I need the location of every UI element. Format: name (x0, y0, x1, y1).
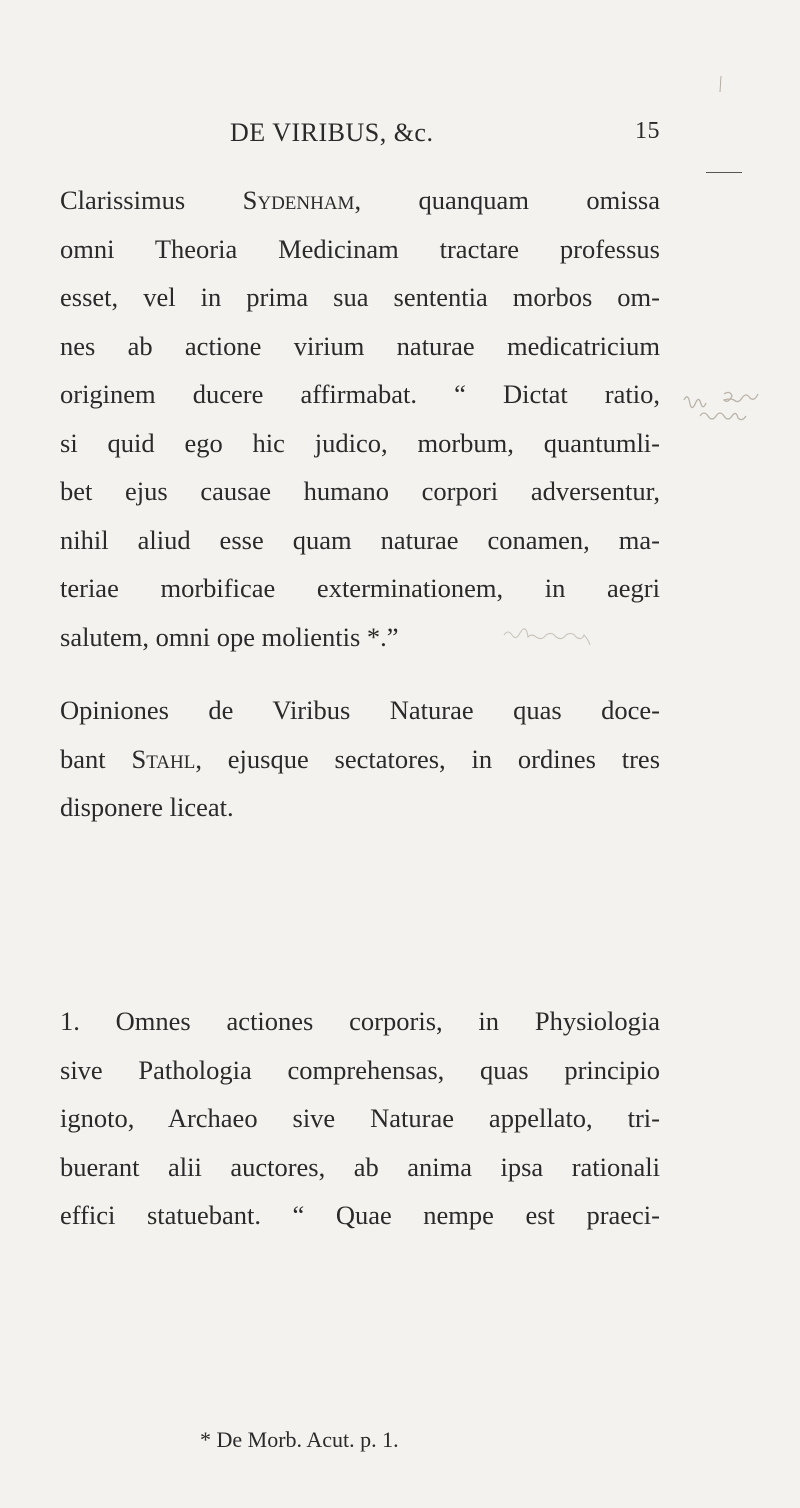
pencil-mark-icon (716, 74, 726, 94)
text-line: nihil aliud esse quam naturae conamen, ma- (60, 524, 660, 555)
page-number: 15 (635, 118, 660, 144)
paragraph-numbered-1 (60, 997, 660, 1240)
text-line: esset, vel in prima sua sententia morbos om- (60, 282, 660, 312)
text-line: teriae morbificae exterminationem, in aegri (60, 573, 660, 603)
author-name: Sydenham (242, 185, 355, 215)
text-line: si quid ego hic judico, morbum, quantumli- (60, 427, 660, 458)
text-line: originem ducere affirmabat. “ Dictat ratio, (60, 379, 660, 409)
text-line: omni Theoria Medicinam tractare professus (60, 233, 660, 264)
author-name: Stahl (131, 743, 196, 774)
text-line: salutem, omni ope molientis *.” (60, 621, 399, 652)
paragraph-sydenham (60, 176, 660, 661)
header-rule (706, 172, 742, 173)
text-line: effici statuebant. “ Quae nempe est praeci- (60, 1200, 660, 1230)
paragraph-stahl (60, 686, 660, 832)
footnote: * De Morb. Acut. p. 1. (200, 1427, 399, 1452)
text-line: buerant alii auctores, ab anima ipsa rationali (60, 1151, 660, 1182)
text-line: bant Stahl, ejusque sectatores, in ordines tres (60, 743, 661, 774)
text-line: sive Pathologia comprehensas, quas principio (60, 1054, 660, 1085)
text-line: Opiniones de Viribus Naturae quas doce- (60, 695, 660, 725)
text-line: 1. Omnes actiones corporis, in Physiologia (60, 1006, 660, 1036)
running-head-title: DE VIRIBUS, &c. (230, 118, 434, 147)
handwritten-inline-note-icon (500, 615, 630, 645)
text-line: ignoto, Archaeo sive Naturae appellato, tri- (60, 1103, 660, 1133)
text-line: bet ejus causae humano corpori adversentur, (60, 476, 660, 506)
handwritten-marginalia-icon (676, 386, 800, 446)
text-line: nes ab actione virium naturae medicatricium (60, 330, 660, 361)
text-line: Clarissimus Sydenham, quanquam omissa (60, 185, 660, 215)
text-line: disponere liceat. (60, 792, 234, 822)
